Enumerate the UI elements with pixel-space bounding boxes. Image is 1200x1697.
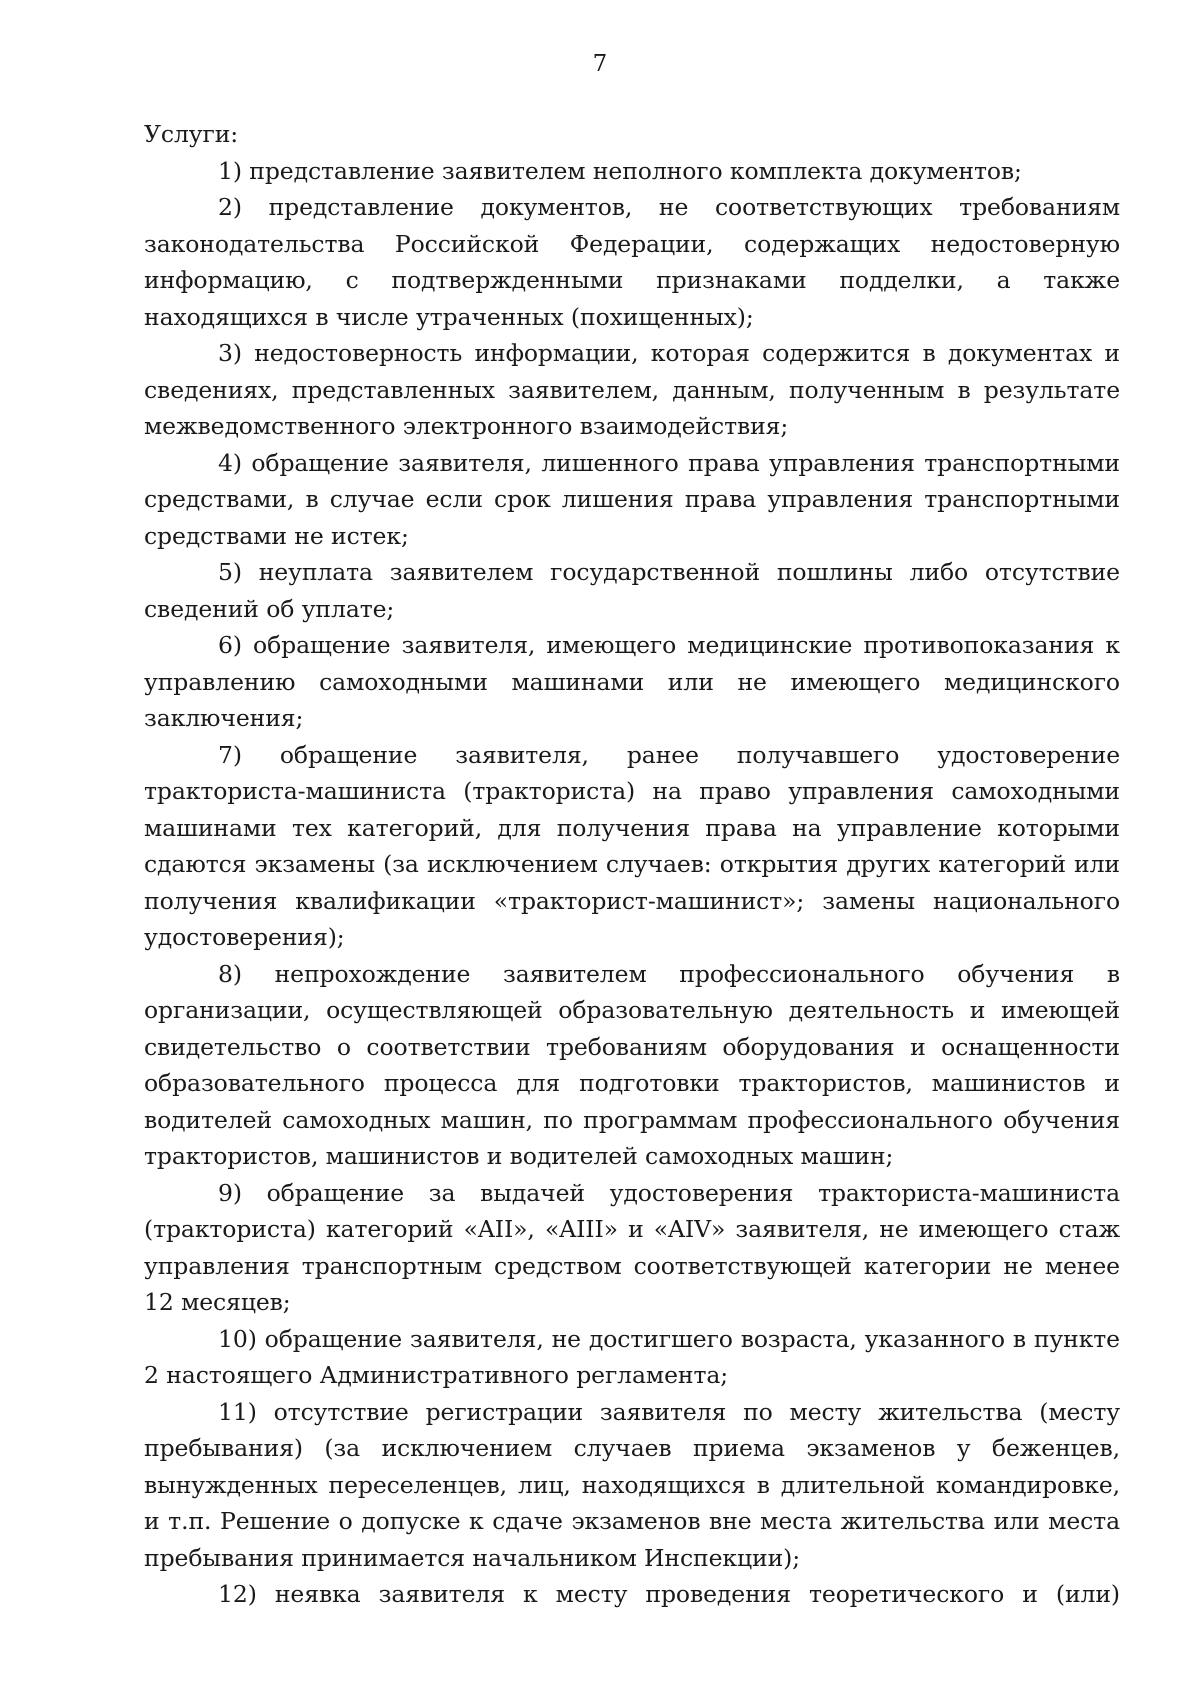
list-item-7: 7) обращение заявителя, ранее получавшего удостоверение тракториста-машиниста (тракториста) на право управления самоходными машинами тех категорий, для получения права на управление которыми сдаются экзамены (за исключением случаев: открытия других категорий или получения квалификации «тракторист-машинист»; замены национального удостоверения);: [144, 740, 1120, 951]
list-item-1: 1) представление заявителем неполного комплекта документов;: [218, 156, 1022, 185]
section-heading: Услуги:: [144, 120, 239, 148]
document-body: [144, 116, 1120, 1613]
list-item-3: 3) недостоверность информации, которая содержится в документах и сведениях, представленных заявителем, данным, полученным в результате межведомственного электронного взаимодействия;: [144, 339, 1120, 440]
list-item-9: 9) обращение за выдачей удостоверения тракториста-машиниста (тракториста) категорий «AII», «AIII» и «AIV» заявителя, не имеющего стаж управления транспортным средством соответствующей категории не менее 12 месяцев;: [144, 1178, 1120, 1316]
list-item-6: 6) обращение заявителя, имеющего медицинские противопоказания к управлению самоходными машинами или не имеющего медицинского заключения;: [144, 631, 1120, 732]
list-item-10: 10) обращение заявителя, не достигшего возраста, указанного в пункте 2 настоящего Административного регламента;: [144, 1324, 1120, 1389]
list-item-11: 11) отсутствие регистрации заявителя по месту жительства (месту пребывания) (за исключением случаев приема экзаменов у беженцев, вынужденных переселенцев, лиц, находящихся в длительной командировке, и т.п. Решение о допуске к сдаче экзаменов вне места жительства или места пребывания принимается начальником Инспекции);: [144, 1397, 1120, 1572]
page-number: 7: [592, 51, 608, 77]
list-item-2: 2) представление документов, не соответствующих требованиям законодательства Российской Федерации, содержащих недостоверную информацию, с подтвержденными признаками подделки, а также находящихся в числе утраченных (похищенных);: [144, 193, 1120, 331]
list-item-4: 4) обращение заявителя, лишенного права управления транспортными средствами, в случае если срок лишения права управления транспортными средствами не истек;: [144, 448, 1120, 550]
list-item-8: 8) непрохождение заявителем профессионального обучения в организации, осуществляющей образовательную деятельность и имеющей свидетельство о соответствии требованиям оборудования и оснащенности образовательного процесса для подготовки трактористов, машинистов и водителей самоходных машин, по программам профессионального обучения трактористов, машинистов и водителей самоходных машин;: [144, 959, 1120, 1170]
list-item-12: 12) неявка заявителя к месту проведения теоретического и (или): [218, 1580, 1120, 1608]
list-item-5: 5) неуплата заявителем государственной пошлины либо отсутствие сведений об уплате;: [144, 558, 1120, 623]
